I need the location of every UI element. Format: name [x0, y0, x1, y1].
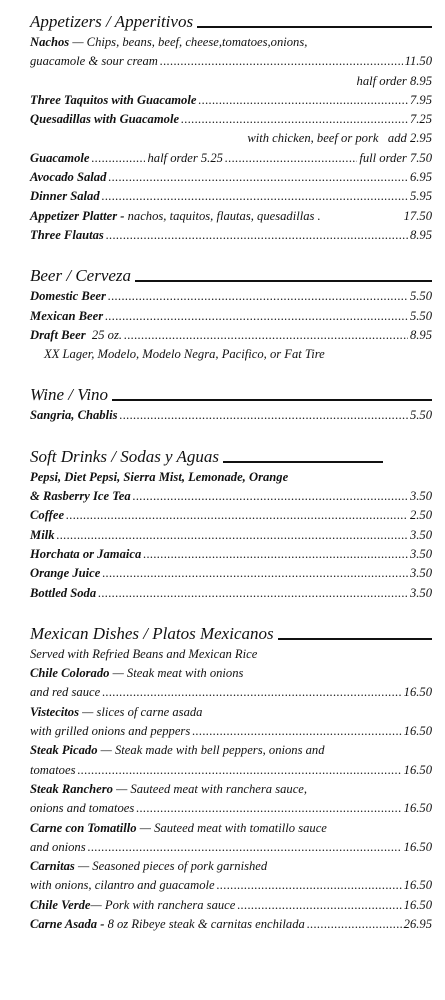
menu-item-coffee — [30, 506, 432, 525]
item-description: — Chips, beans, beef, cheese,tomatoes,onions, — [69, 35, 308, 49]
item-name: Mexican Beer — [30, 308, 104, 323]
dot-leader — [198, 91, 408, 110]
item-name: Sangria, Chablis — [30, 408, 118, 423]
soft-drinks-section — [30, 445, 432, 603]
menu-item-mexican-beer — [30, 307, 432, 326]
item-price: 3.50 — [409, 566, 432, 581]
quesadillas-addon: with chicken, beef or pork add 2.95 — [247, 131, 432, 146]
nachos-half-order: half order 8.95 — [356, 73, 432, 88]
item-price: 16.50 — [403, 801, 432, 816]
item-description: — slices of carne asada — [78, 704, 203, 719]
beer-section — [30, 264, 432, 364]
dot-leader — [237, 896, 401, 915]
item-name: & Rasberry Ice Tea — [30, 489, 131, 504]
served-with-note: Served with Refried Beans and Mexican Rice — [30, 646, 258, 661]
item-name: Carnitas — [30, 859, 75, 874]
title-rule — [223, 461, 383, 463]
item-name: Dinner Salad — [30, 189, 100, 204]
item-description: — Pork with ranchera sauce — [90, 897, 236, 912]
menu-item-taquitos — [30, 91, 432, 110]
item-size: 25 oz. — [85, 327, 123, 342]
dot-leader — [106, 226, 408, 245]
menu-item-chile-colorado — [30, 664, 432, 683]
menu-item-nachos — [30, 33, 432, 52]
menu-item-domestic-beer — [30, 287, 432, 306]
item-name: Appetizer Platter - — [30, 208, 128, 223]
item-description: — Sauteed meat with tomatillo sauce — [136, 820, 327, 835]
dot-leader — [160, 52, 403, 71]
item-price: 17.50 — [403, 208, 432, 223]
menu-item-steak-picado-price — [30, 761, 432, 780]
item-description: and red sauce — [30, 685, 101, 700]
item-name: Nachos — [30, 35, 70, 49]
item-name: Chile Verde — [30, 897, 91, 912]
dot-leader — [102, 564, 408, 583]
item-price: 16.50 — [403, 685, 432, 700]
item-name: Carne Asada - — [30, 916, 108, 931]
item-full-price: full order 7.50 — [359, 150, 432, 165]
menu-item-steak-picado — [30, 741, 432, 760]
item-name: Steak Ranchero — [30, 781, 113, 796]
menu-item-carne-con-tomatillo — [30, 819, 432, 838]
dot-leader — [77, 761, 401, 780]
item-price: 16.50 — [403, 897, 432, 912]
dot-leader — [136, 799, 401, 818]
title-rule — [135, 280, 432, 282]
menu-item-quesadillas — [30, 110, 432, 129]
item-price: 26.95 — [403, 916, 432, 931]
item-name: Quesadillas with Guacamole — [30, 112, 180, 127]
item-price: 16.50 — [403, 724, 432, 739]
dot-leader — [98, 584, 408, 603]
item-price: 3.50 — [409, 585, 432, 600]
item-price: 11.50 — [404, 54, 432, 69]
menu-item-bottled-soda — [30, 584, 432, 603]
title-rule — [197, 26, 432, 28]
item-name: Three Taquitos with Guacamole — [30, 92, 197, 107]
menu-item-steak-ranchero-price — [30, 799, 432, 818]
dot-leader — [57, 526, 408, 545]
menu-item-guacamole — [30, 149, 432, 168]
item-price: 3.50 — [409, 527, 432, 542]
dot-leader — [124, 326, 408, 345]
item-price: 6.95 — [409, 170, 432, 185]
item-name: Orange Juice — [30, 566, 101, 581]
title-rule — [278, 638, 432, 640]
menu-item-vistecitos-price — [30, 722, 432, 741]
menu-item-horchata — [30, 545, 432, 564]
menu-item-sangria — [30, 406, 432, 425]
dot-leader — [133, 487, 408, 506]
item-name: Chile Colorado — [30, 666, 110, 681]
menu-item-nachos-price — [30, 52, 432, 71]
section-title — [30, 622, 432, 644]
dot-leader — [102, 683, 401, 702]
item-price: 5.50 — [409, 289, 432, 304]
item-description: guacamole & sour cream — [30, 54, 158, 69]
menu-item-vistecitos — [30, 703, 432, 722]
dot-leader — [108, 287, 408, 306]
item-name: Carne con Tomatillo — [30, 820, 137, 835]
item-description: with grilled onions and peppers — [30, 724, 191, 739]
item-description: tomatoes — [30, 762, 76, 777]
menu-item-draft-beer — [30, 326, 432, 345]
item-description: — Steak meat with onions — [109, 666, 244, 681]
item-name: Guacamole — [30, 150, 90, 165]
dot-leader — [192, 722, 401, 741]
section-title — [30, 264, 432, 286]
item-description: onions and tomatoes — [30, 801, 135, 816]
menu-item-carnitas — [30, 857, 432, 876]
item-price: 2.50 — [409, 508, 432, 523]
dot-leader — [88, 838, 402, 857]
appetizers-section — [30, 10, 432, 245]
dot-leader — [181, 110, 408, 129]
section-title-text: Wine / Vino — [30, 385, 109, 405]
item-name: Three Flautas — [30, 227, 104, 242]
item-price: 8.95 — [409, 227, 432, 242]
menu-item-chile-verde — [30, 896, 432, 915]
item-name: Avocado Salad — [30, 170, 107, 185]
menu-item-carne-asada — [30, 915, 432, 934]
item-description: 8 oz Ribeye steak & carnitas enchilada — [107, 916, 305, 931]
sodas-list: Pepsi, Diet Pepsi, Sierra Mist, Lemonade, Orange — [30, 469, 289, 484]
menu-item-dinner-salad — [30, 187, 432, 206]
dot-leader — [91, 149, 145, 168]
item-name: Steak Picado — [30, 743, 98, 758]
section-title — [30, 445, 432, 467]
item-name: Vistecitos — [30, 704, 79, 719]
menu-item-steak-ranchero — [30, 780, 432, 799]
item-name: Milk — [30, 527, 55, 542]
item-price: 7.25 — [409, 112, 432, 127]
dot-leader — [66, 506, 408, 525]
item-name: Coffee — [30, 508, 65, 523]
item-description: — Seasoned pieces of pork garnished — [74, 859, 268, 874]
menu-item-chile-colorado-price — [30, 683, 432, 702]
dot-leader — [108, 168, 408, 187]
mexican-dishes-section — [30, 622, 432, 934]
menu-item-carnitas-price — [30, 876, 432, 895]
item-price: 16.50 — [403, 762, 432, 777]
menu-item-appetizer-platter — [30, 207, 432, 226]
menu-item-orange-juice — [30, 564, 432, 583]
item-price: 5.95 — [409, 189, 432, 204]
dot-leader — [307, 915, 402, 934]
item-name: Horchata or Jamaica — [30, 546, 142, 561]
dot-leader — [225, 149, 357, 168]
item-name: Domestic Beer — [30, 289, 106, 304]
item-description: with onions, cilantro and guacamole — [30, 878, 215, 893]
wine-section — [30, 383, 432, 425]
item-name: Bottled Soda — [30, 585, 97, 600]
menu-item-sodas — [30, 487, 432, 506]
item-price: 7.95 — [409, 92, 432, 107]
item-description: — Steak made with bell peppers, onions and — [97, 743, 325, 758]
dot-leader — [105, 307, 408, 326]
dot-leader — [217, 876, 402, 895]
menu-page — [30, 10, 432, 953]
section-title-text: Soft Drinks / Sodas y Aguas — [30, 446, 220, 466]
dot-leader — [143, 545, 408, 564]
title-rule — [112, 399, 432, 401]
item-description: and onions — [30, 839, 86, 854]
menu-item-milk — [30, 526, 432, 545]
section-title — [30, 10, 432, 32]
menu-item-carne-con-tomatillo-price — [30, 838, 432, 857]
beer-brands: XX Lager, Modelo, Modelo Negra, Pacifico, or Fat Tire — [44, 347, 325, 362]
item-price: 8.95 — [409, 327, 432, 342]
item-description: — Sauteed meat with ranchera sauce, — [112, 781, 308, 796]
item-name: Draft Beer — [30, 327, 86, 342]
dot-leader — [102, 187, 408, 206]
item-description: nachos, taquitos, flautas, quesadillas . — [127, 208, 321, 223]
section-title-text: Mexican Dishes / Platos Mexicanos — [30, 623, 274, 643]
menu-item-avocado-salad — [30, 168, 432, 187]
menu-item-flautas — [30, 226, 432, 245]
item-half-price: half order 5.25 — [147, 150, 223, 165]
item-price: 3.50 — [409, 489, 432, 504]
dot-leader — [120, 406, 408, 425]
section-title-text: Appetizers / Apperitivos — [30, 12, 194, 31]
section-title-text: Beer / Cerveza — [30, 266, 132, 286]
section-title — [30, 383, 432, 405]
item-price: 16.50 — [403, 878, 432, 893]
item-price: 5.50 — [409, 408, 432, 423]
item-price: 5.50 — [409, 308, 432, 323]
item-price: 16.50 — [403, 839, 432, 854]
item-price: 3.50 — [409, 546, 432, 561]
